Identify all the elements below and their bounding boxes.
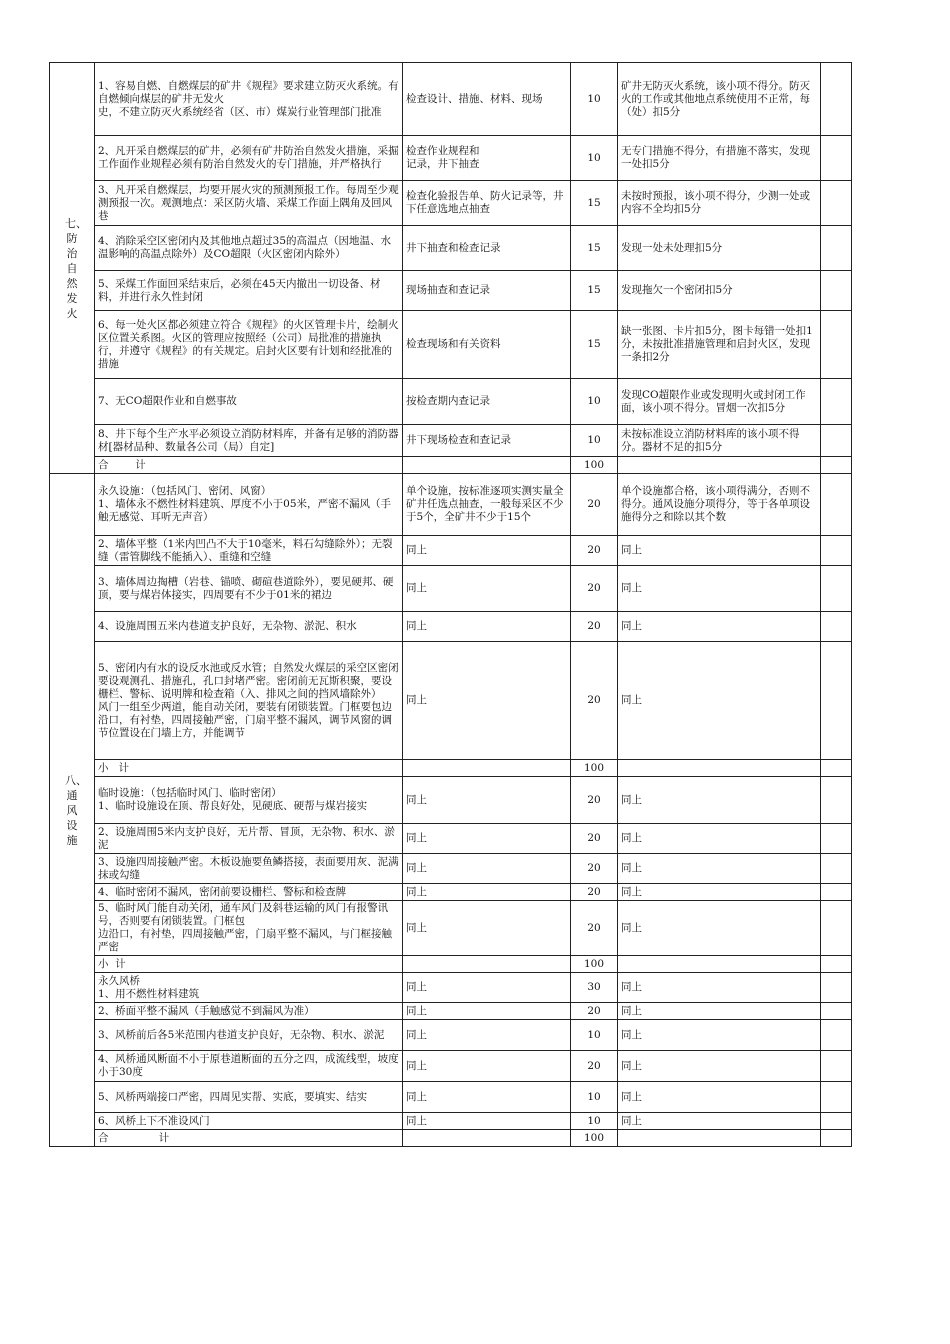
method-cell: 按检查期内查记录	[403, 379, 571, 425]
table-row	[50, 884, 852, 901]
standard-cell: 同上	[618, 566, 821, 612]
score-cell: 20	[571, 536, 618, 566]
method-cell: 同上	[403, 536, 571, 566]
method-cell: 同上	[403, 973, 571, 1003]
standard-cell: 同上	[618, 901, 821, 956]
standard-cell: 同上	[618, 854, 821, 884]
score-cell: 100	[571, 1130, 618, 1147]
method-cell: 同上	[403, 566, 571, 612]
method-cell: 同上	[403, 1020, 571, 1051]
remark-cell	[821, 1051, 852, 1082]
score-cell: 20	[571, 642, 618, 760]
score-cell: 10	[571, 1082, 618, 1113]
remark-cell	[821, 854, 852, 884]
table-row	[50, 566, 852, 612]
standard-cell: 同上	[618, 642, 821, 760]
method-cell	[403, 1130, 571, 1147]
method-cell: 同上	[403, 642, 571, 760]
table-row	[50, 181, 852, 226]
score-cell: 10	[571, 136, 618, 181]
standard-cell: 单个设施都合格，该小项得满分，否则不得分。通风设施分项得分，等于各单项设施得分之和除以其个数	[618, 474, 821, 536]
score-cell: 20	[571, 1051, 618, 1082]
score-cell: 15	[571, 181, 618, 226]
remark-cell	[821, 425, 852, 457]
method-cell: 检查作业规程和 记录，井下抽查	[403, 136, 571, 181]
section-label-text: 八、通风设施	[65, 773, 87, 847]
table-row	[50, 973, 852, 1003]
method-cell	[403, 457, 571, 474]
method-cell	[403, 956, 571, 973]
remark-cell	[821, 63, 852, 136]
score-cell: 20	[571, 901, 618, 956]
method-cell: 同上	[403, 777, 571, 824]
item-cell: 合 计	[95, 1130, 403, 1147]
remark-cell	[821, 973, 852, 1003]
table-row	[50, 760, 852, 777]
item-cell: 2、墙体平整（1米内凹凸不大于10毫米，料石勾缝除外）；无裂缝（雷管脚线不能插入）、重缝和空缝	[95, 536, 403, 566]
item-cell: 2、桥面平整不漏风（手触感觉不到漏风为准）	[95, 1003, 403, 1020]
score-cell: 100	[571, 956, 618, 973]
method-cell: 检查化验报告单、防火记录等，井下任意选地点抽查	[403, 181, 571, 226]
table-row	[50, 271, 852, 311]
table-row	[50, 136, 852, 181]
section-label	[50, 474, 95, 1147]
method-cell: 检查设计、措施、材料、现场	[403, 63, 571, 136]
standard-cell: 同上	[618, 884, 821, 901]
standard-cell: 同上	[618, 612, 821, 642]
remark-cell	[821, 181, 852, 226]
table-row	[50, 311, 852, 379]
table-row	[50, 1051, 852, 1082]
standard-cell: 同上	[618, 973, 821, 1003]
score-cell: 20	[571, 884, 618, 901]
item-cell: 8、井下每个生产水平必须设立消防材料库，并备有足够的消防器材[器材品种、数量各公司（局）自定]	[95, 425, 403, 457]
remark-cell	[821, 1082, 852, 1113]
standard-cell: 同上	[618, 1082, 821, 1113]
method-cell: 同上	[403, 901, 571, 956]
inspection-table	[49, 62, 852, 1147]
score-cell: 15	[571, 226, 618, 271]
standard-cell: 同上	[618, 824, 821, 854]
table-row	[50, 536, 852, 566]
item-cell: 小 计	[95, 956, 403, 973]
method-cell: 同上	[403, 1113, 571, 1130]
remark-cell	[821, 901, 852, 956]
score-cell: 10	[571, 425, 618, 457]
item-cell: 5、密闭内有水的设反水池或反水管；自然发火煤层的采空区密闭要设观测孔、措施孔，孔口封堵严密。密闭前无瓦斯积聚，要设栅栏、警标、说明牌和检查箱（入、排风之间的挡风墙除外） 风门一组至少两道，能自动关闭，要装有闭锁装置。门框要包边沿口，有衬垫，四周接触严密，门扇平整不漏风，调节风窗的调节位置设在门墙上方，并能调节	[95, 642, 403, 760]
item-cell: 3、设施四周接触严密。木板设施要鱼鳞搭接，表面要用灰、泥满抹或勾缝	[95, 854, 403, 884]
standard-cell: 同上	[618, 1051, 821, 1082]
item-cell: 永久设施：（包括风门、密闭、风窗） 1、墙体永不燃性材料建筑、厚度不小于05米，严密不漏风（手触无感觉、耳听无声音）	[95, 474, 403, 536]
method-cell: 同上	[403, 854, 571, 884]
item-cell: 5、临时风门能自动关闭，通车风门及斜巷运输的风门有报警讯号，否则要有闭锁装置。门框包 边沿口，有衬垫，四周接触严密，门扇平整不漏风，与门框接触严密	[95, 901, 403, 956]
table-row	[50, 1130, 852, 1147]
score-cell: 15	[571, 311, 618, 379]
standard-cell: 未按标准设立消防材料库的该小项不得分。器材不足的扣5分	[618, 425, 821, 457]
item-cell: 临时设施：（包括临时风门、临时密闭） 1、临时设施设在顶、帮良好处，见硬底、硬帮与煤岩接实	[95, 777, 403, 824]
item-cell: 3、墙体周边掏槽（岩巷、锚喷、砌碹巷道除外），要见硬邦、硬顶，要与煤岩体接实，四周要有不少于01米的裙边	[95, 566, 403, 612]
method-cell: 同上	[403, 824, 571, 854]
table-row	[50, 63, 852, 136]
standard-cell: 同上	[618, 777, 821, 824]
method-cell	[403, 760, 571, 777]
table-row	[50, 612, 852, 642]
table-row	[50, 474, 852, 536]
item-cell: 小 计	[95, 760, 403, 777]
table-row	[50, 379, 852, 425]
table-row	[50, 425, 852, 457]
standard-cell: 发现拖欠一个密闭扣5分	[618, 271, 821, 311]
remark-cell	[821, 884, 852, 901]
standard-cell: 无专门措施不得分，有措施不落实，发现一处扣5分	[618, 136, 821, 181]
item-cell: 5、采煤工作面回采结束后，必须在45天内撤出一切设备、材料，并进行永久性封闭	[95, 271, 403, 311]
method-cell: 检查现场和有关资料	[403, 311, 571, 379]
remark-cell	[821, 612, 852, 642]
remark-cell	[821, 226, 852, 271]
table-row	[50, 457, 852, 474]
item-cell: 3、凡开采自燃煤层，均要开展火灾的预测预报工作。每周至少观测预报一次。观测地点：采区防火墙、采煤工作面上隅角及回风巷	[95, 181, 403, 226]
item-cell: 永久风桥 1、用不燃性材料建筑	[95, 973, 403, 1003]
score-cell: 30	[571, 973, 618, 1003]
method-cell: 单个设施，按标准逐项实测实量全矿井任选点抽查，一般每采区不少于5个，全矿井不少于15个	[403, 474, 571, 536]
table-row	[50, 901, 852, 956]
remark-cell	[821, 536, 852, 566]
standard-cell: 同上	[618, 1003, 821, 1020]
item-cell: 4、临时密闭不漏风，密闭前要设栅栏、警标和检查牌	[95, 884, 403, 901]
score-cell: 100	[571, 760, 618, 777]
table-row	[50, 226, 852, 271]
standard-cell	[618, 956, 821, 973]
table-row	[50, 1003, 852, 1020]
remark-cell	[821, 777, 852, 824]
table-row	[50, 956, 852, 973]
item-cell: 5、风桥两端接口严密，四周见实帮、实底，要填实、结实	[95, 1082, 403, 1113]
standard-cell	[618, 457, 821, 474]
remark-cell	[821, 760, 852, 777]
remark-cell	[821, 824, 852, 854]
item-cell: 3、风桥前后各5米范围内巷道支护良好，无杂物、积水、淤泥	[95, 1020, 403, 1051]
item-cell: 2、凡开采自燃煤层的矿井，必须有矿井防治自然发火措施，采掘工作面作业规程必须有防治自然发火的专门措施，并严格执行	[95, 136, 403, 181]
method-cell: 同上	[403, 884, 571, 901]
score-cell: 20	[571, 824, 618, 854]
method-cell: 同上	[403, 612, 571, 642]
remark-cell	[821, 1113, 852, 1130]
score-cell: 10	[571, 1020, 618, 1051]
score-cell: 20	[571, 566, 618, 612]
score-cell: 20	[571, 1003, 618, 1020]
section-label	[50, 63, 95, 474]
item-cell: 合 计	[95, 457, 403, 474]
remark-cell	[821, 1130, 852, 1147]
method-cell: 井下抽查和检查记录	[403, 226, 571, 271]
section-label-text: 七、防治自然发火	[65, 216, 87, 320]
standard-cell: 发现CO超限作业或发现明火或封闭工作面，该小项不得分。冒烟一次扣5分	[618, 379, 821, 425]
method-cell: 同上	[403, 1082, 571, 1113]
item-cell: 7、无CO超限作业和自燃事故	[95, 379, 403, 425]
item-cell: 4、设施周围五米内巷道支护良好，无杂物、淤泥、积水	[95, 612, 403, 642]
score-cell: 100	[571, 457, 618, 474]
score-cell: 10	[571, 63, 618, 136]
table-row	[50, 854, 852, 884]
score-cell: 20	[571, 474, 618, 536]
item-cell: 4、消除采空区密闭内及其他地点超过35的高温点（因地温、水温影响的高温点除外）及CO超限（火区密闭内除外）	[95, 226, 403, 271]
score-cell: 20	[571, 854, 618, 884]
score-cell: 20	[571, 612, 618, 642]
item-cell: 6、每一处火区都必须建立符合《规程》的火区管理卡片，绘制火区位置关系图。火区的管理应按照经（公司）局批准的措施执行，并遵守《规程》的有关规定。启封火区要有计划和经批准的措施	[95, 311, 403, 379]
table-row	[50, 1082, 852, 1113]
score-cell: 10	[571, 379, 618, 425]
table-row	[50, 824, 852, 854]
remark-cell	[821, 1003, 852, 1020]
remark-cell	[821, 457, 852, 474]
remark-cell	[821, 136, 852, 181]
remark-cell	[821, 566, 852, 612]
remark-cell	[821, 379, 852, 425]
standard-cell: 发现一处未处理扣5分	[618, 226, 821, 271]
score-cell: 15	[571, 271, 618, 311]
remark-cell	[821, 1020, 852, 1051]
standard-cell	[618, 1130, 821, 1147]
method-cell: 井下现场检查和查记录	[403, 425, 571, 457]
standard-cell: 同上	[618, 1113, 821, 1130]
standard-cell: 未按时预报，该小项不得分，少测一处或内容不全均扣5分	[618, 181, 821, 226]
standard-cell: 缺一张图、卡片扣5分，图卡每错一处扣1分，未按批准措施管理和启封火区，发现一条扣2分	[618, 311, 821, 379]
item-cell: 4、风桥通风断面不小于原巷道断面的五分之四，成流线型，坡度小于30度	[95, 1051, 403, 1082]
method-cell: 同上	[403, 1051, 571, 1082]
table-row	[50, 1113, 852, 1130]
remark-cell	[821, 956, 852, 973]
remark-cell	[821, 271, 852, 311]
item-cell: 2、设施周围5米内支护良好，无片帮、冒顶，无杂物、积水、淤泥	[95, 824, 403, 854]
remark-cell	[821, 311, 852, 379]
standard-cell: 矿井无防灭火系统，该小项不得分。防灭火的工作或其他地点系统使用不正常，每（处）扣5分	[618, 63, 821, 136]
table-row	[50, 777, 852, 824]
standard-cell	[618, 760, 821, 777]
table-row	[50, 1020, 852, 1051]
method-cell: 同上	[403, 1003, 571, 1020]
remark-cell	[821, 474, 852, 536]
item-cell: 1、容易自燃、自燃煤层的矿井《规程》要求建立防灭火系统。有自燃倾向煤层的矿井无发火 史，不建立防灭火系统经省（区、市）煤炭行业管理部门批准	[95, 63, 403, 136]
score-cell: 20	[571, 777, 618, 824]
remark-cell	[821, 642, 852, 760]
score-cell: 10	[571, 1113, 618, 1130]
method-cell: 现场抽查和查记录	[403, 271, 571, 311]
standard-cell: 同上	[618, 536, 821, 566]
item-cell: 6、风桥上下不准设风门	[95, 1113, 403, 1130]
table-row	[50, 642, 852, 760]
standard-cell: 同上	[618, 1020, 821, 1051]
